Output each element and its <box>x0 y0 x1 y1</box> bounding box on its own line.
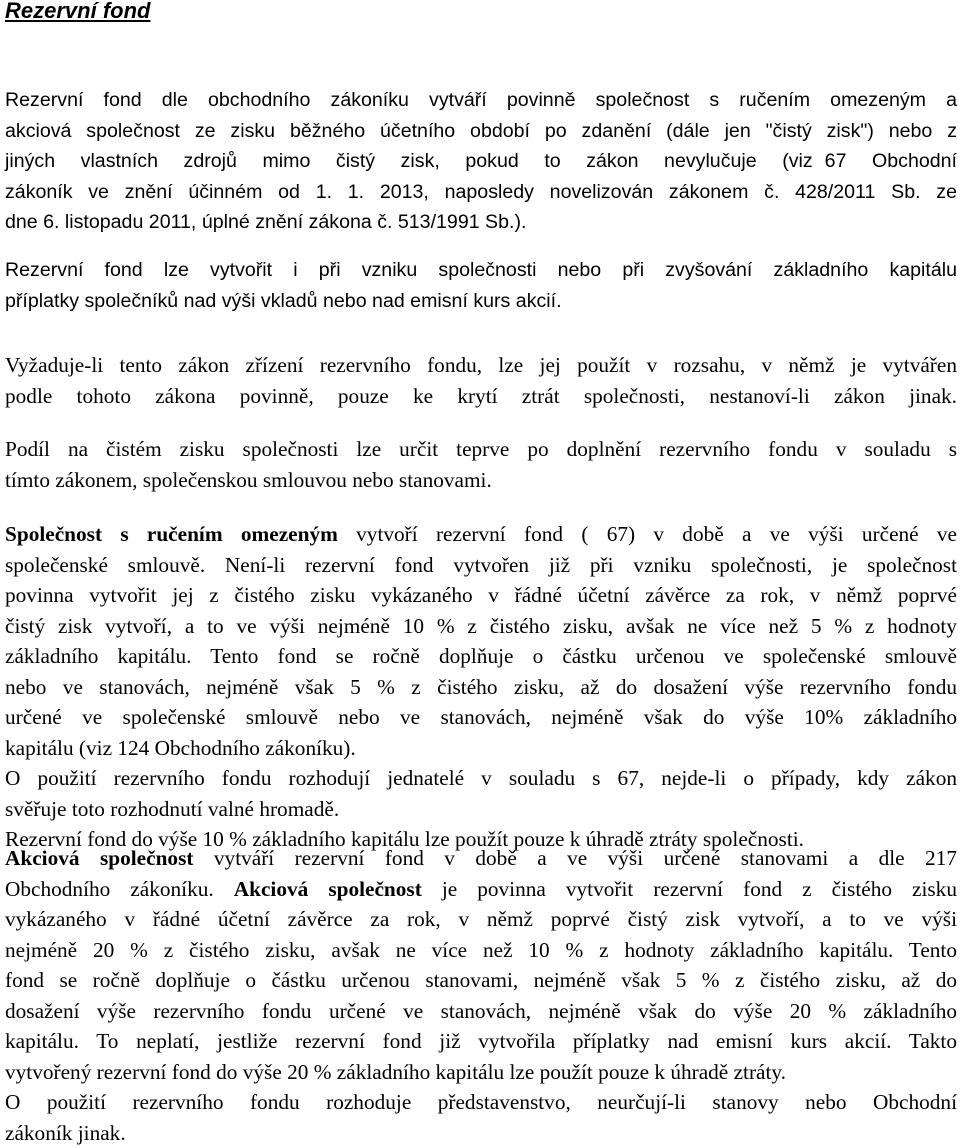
text-line: společenské smlouvě. Není-li rezervní fond vytvořen již při vzniku společnosti, je společnost <box>5 550 957 581</box>
text-line: nejméně 20 % z čistého zisku, avšak ne více než 10 % z hodnoty základního kapitálu. Tento <box>5 935 957 966</box>
text-line: svěřuje toto rozhodnutí valné hromadě. <box>5 794 957 825</box>
text-line: základního kapitálu. Tento fond se ročně doplňuje o částku určenou ve společenské smlouvě <box>5 641 957 672</box>
text-line: O použití rezervního fondu rozhodují jednatelé v souladu s 67, nejde-li o případy, kdy zákon <box>5 763 957 794</box>
text-line: tímto zákonem, společenskou smlouvou nebo stanovami. <box>5 465 957 496</box>
text-line: vytvořený rezervní fond do výše 20 % základního kapitálu lze použít pouze k úhradě ztráty. <box>5 1057 957 1088</box>
text-line: dne 6. listopadu 2011, úplné znění zákona č. 513/1991 Sb.). <box>5 207 957 238</box>
text-line: Obchodního zákoníku. Akciová společnost je povinna vytvořit rezervní fond z čistého zisku <box>5 874 957 905</box>
text-line: Podíl na čistém zisku společnosti lze určit teprve po doplnění rezervního fondu v souladu s <box>5 434 957 465</box>
text-line: kapitálu (viz 124 Obchodního zákoníku). <box>5 733 957 764</box>
text-line: podle tohoto zákona povinně, pouze ke krytí ztrát společnosti, nestanoví-li zákon jinak. <box>5 381 957 412</box>
text-line: jiných vlastních zdrojů mimo čistý zisk, pokud to zákon nevylučuje (viz 67 Obchodní <box>5 146 957 177</box>
bold-term: Akciová společnost <box>5 846 193 870</box>
bold-term: Společnost s ručením omezeným <box>5 522 338 546</box>
paragraph-profit-share <box>5 434 957 495</box>
text-line: Akciová společnost vytváří rezervní fond v době a ve výši určené stanovami a dle 217 <box>5 843 957 874</box>
text-line: příplatky společníků nad výši vkladů nebo nad emisní kurs akcií. <box>5 286 957 317</box>
text-line: Rezervní fond lze vytvořit i při vzniku společnosti nebo při zvyšování základního kapitálu <box>5 255 957 286</box>
text-line: akciová společnost ze zisku běžného účetního období po zdanění (dále jen "čistý zisk") nebo z <box>5 116 957 147</box>
text-line: Vyžaduje-li tento zákon zřízení rezervního fondu, lze jej použít v rozsahu, v němž je vytvářen <box>5 350 957 381</box>
text-line: Společnost s ručením omezeným vytvoří rezervní fond ( 67) v době a ve výši určené ve <box>5 519 957 550</box>
paragraph-usage <box>5 350 957 411</box>
paragraph-intro <box>5 85 957 238</box>
text-line: zákoník jinak. <box>5 1118 957 1148</box>
text-line: povinna vytvořit jej z čistého zisku vykázaného v řádné účetní závěrce za rok, v němž poprvé <box>5 580 957 611</box>
text-line: kapitálu. To neplatí, jestliže rezervní fond již vytvořila příplatky nad emisní kurs akcií. Takto <box>5 1026 957 1057</box>
text-line: Rezervní fond dle obchodního zákoníku vytváří povinně společnost s ručením omezeným a <box>5 85 957 116</box>
text-line: zákoník ve znění účinném od 1. 1. 2013, naposledy novelizován zákonem č. 428/2011 Sb. ze <box>5 177 957 208</box>
text-line: dosažení výše rezervního fondu určené ve stanovách, nejméně však do výše 20 % základního <box>5 996 957 1027</box>
bold-term: Akciová společnost <box>234 877 422 901</box>
text-line: čistý zisk vytvoří, a to ve výši nejméně 10 % z čistého zisku, avšak ne více než 5 % z hodnoty <box>5 611 957 642</box>
text-line: nebo ve stanovách, nejméně však 5 % z čistého zisku, až do dosažení výše rezervního fondu <box>5 672 957 703</box>
page-title: Rezervní fond <box>5 0 150 24</box>
paragraph-creation <box>5 255 957 316</box>
text-line: Rezervní fond do výše 10 % základního kapitálu lze použít pouze k úhradě ztráty společnosti. <box>5 824 957 855</box>
text-line: fond se ročně doplňuje o částku určenou stanovami, nejméně však 5 % z čistého zisku, až do <box>5 965 957 996</box>
paragraph-sro <box>5 519 957 855</box>
text-line: vykázaného v řádné účetní závěrce za rok, v němž poprvé čistý zisk vytvoří, a to ve výši <box>5 904 957 935</box>
paragraph-as <box>5 843 957 1148</box>
text-line: určené ve společenské smlouvě nebo ve stanovách, nejméně však do výše 10% základního <box>5 702 957 733</box>
text-line: O použití rezervního fondu rozhoduje představenstvo, neurčují-li stanovy nebo Obchodní <box>5 1087 957 1118</box>
